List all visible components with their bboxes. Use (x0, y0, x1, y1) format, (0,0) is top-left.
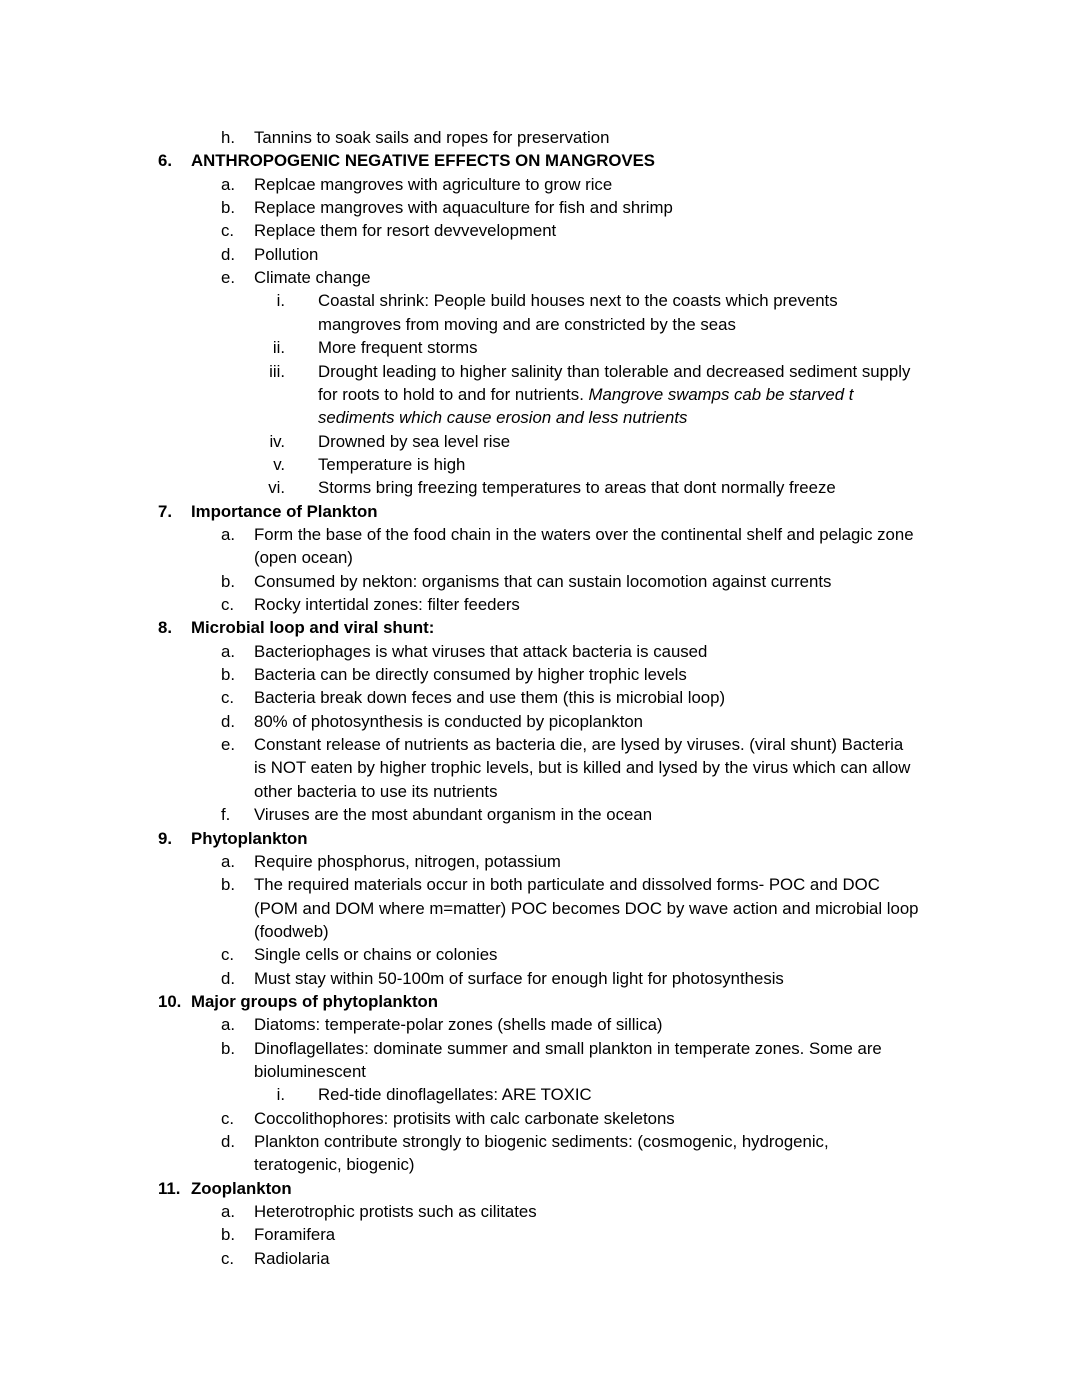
line-text: Single cells or chains or colonies (254, 945, 498, 965)
list-item-text (254, 640, 707, 663)
list-marker: b. (221, 571, 235, 591)
line-text: Form the base of the food chain in the waters over the continental shelf and pelagic zone (254, 524, 914, 544)
line-text: Drowned by sea level rise (318, 431, 511, 451)
line-text: ANTHROPOGENIC NEGATIVE EFFECTS ON MANGROVES (191, 151, 655, 171)
list-item-text (318, 289, 838, 312)
list-item-text (254, 756, 910, 779)
list-marker: c. (221, 1108, 235, 1128)
line-text: Constant release of nutrients as bacteria die, are lysed by viruses. (viral shunt) Bacteria (254, 735, 904, 755)
line-text: Coccolithophores: protisits with calc carbonate skeletons (254, 1108, 675, 1128)
list-item-text (254, 219, 556, 242)
line-text: bioluminescent (254, 1062, 366, 1081)
list-item-text (254, 243, 318, 266)
italic-text: Mangrove swamps cab be starved t (588, 384, 854, 404)
list-item-text (254, 850, 561, 873)
list-item-text (254, 733, 903, 756)
list-item-text (318, 406, 687, 429)
line-text: (foodweb) (254, 921, 329, 941)
list-marker: 9. (158, 828, 172, 848)
line-text: Must stay within 50-100m of surface for enough light for photosynthesis (254, 968, 784, 988)
list-marker: d. (221, 1132, 235, 1152)
list-item-text (254, 1247, 330, 1270)
line-text: Heterotrophic protists such as cilitates (254, 1202, 537, 1222)
list-marker: a. (221, 1015, 235, 1035)
list-marker: i. (276, 1085, 285, 1105)
list-item-text (254, 126, 609, 149)
line-text: mangroves from moving and are constricted by the seas (318, 314, 736, 334)
list-item-text (254, 803, 652, 826)
list-item-text (254, 523, 914, 546)
line-text: Replace them for resort devvevelopment (254, 221, 557, 241)
list-item-text (254, 1107, 675, 1130)
line-text: Major groups of phytoplankton (191, 991, 439, 1011)
line-text: Temperature is high (318, 454, 466, 474)
list-marker: 11. (158, 1178, 181, 1198)
list-item-text (254, 1130, 829, 1153)
line-text: is NOT eaten by higher trophic levels, but is killed and lysed by the virus which can allow (254, 758, 911, 778)
list-marker: iii. (269, 361, 285, 381)
line-text: Red-tide dinoflagellates: ARE TOXIC (318, 1085, 592, 1105)
list-marker: b. (221, 875, 235, 895)
list-marker: d. (221, 711, 235, 731)
line-text: More frequent storms (318, 338, 478, 358)
list-marker: a. (221, 174, 235, 194)
list-marker: c. (221, 945, 235, 965)
line-text: for roots to hold to and for nutrients. (318, 384, 589, 404)
list-marker: 7. (158, 501, 172, 521)
section-heading (191, 149, 655, 172)
section-heading (191, 1177, 292, 1200)
list-marker: 10. (158, 991, 182, 1011)
line-text: Require phosphorus, nitrogen, potassium (254, 851, 561, 871)
list-item-text (254, 593, 520, 616)
list-marker: h. (221, 128, 235, 147)
line-text: teratogenic, biogenic) (254, 1155, 415, 1175)
list-marker: b. (221, 665, 235, 685)
list-item-text (254, 1037, 882, 1060)
list-item-text (318, 336, 477, 359)
list-item-text (254, 1200, 537, 1223)
list-marker: d. (221, 968, 235, 988)
line-text: Zooplankton (191, 1178, 292, 1198)
list-item-text (254, 710, 643, 733)
list-marker: c. (221, 688, 235, 708)
line-text: Microbial loop and viral shunt: (191, 618, 435, 638)
line-text: Dinoflagellates: dominate summer and small plankton in temperate zones. Some are (254, 1038, 882, 1058)
line-text: Replcae mangroves with agriculture to grow rice (254, 174, 613, 194)
line-text: Storms bring freezing temperatures to areas that dont normally freeze (318, 478, 836, 498)
list-item-text (318, 430, 510, 453)
list-item-text (254, 897, 919, 920)
list-marker: e. (221, 268, 235, 288)
list-item-text (254, 780, 497, 803)
list-marker: c. (221, 595, 235, 614)
section-heading (191, 827, 308, 850)
line-text: Drought leading to higher salinity than tolerable and decreased sediment supply (318, 361, 911, 381)
list-item-text (318, 383, 853, 406)
line-text: The required materials occur in both particulate and dissolved forms- POC and DOC (254, 875, 880, 895)
list-marker: v. (273, 454, 285, 474)
list-marker: ii. (272, 338, 285, 358)
line-text: Phytoplankton (191, 828, 308, 848)
list-item-text (254, 1060, 366, 1083)
list-marker: a. (221, 1202, 235, 1222)
line-text: Plankton contribute strongly to biogenic sediments: (cosmogenic, hydrogenic, (254, 1132, 829, 1152)
list-item-text (318, 1083, 592, 1106)
list-item-text (318, 453, 465, 476)
line-text: Tannins to soak sails and ropes for preservation (254, 128, 610, 147)
list-item-text (254, 686, 725, 709)
list-item-text (254, 196, 673, 219)
list-marker: iv. (269, 431, 285, 451)
list-item-text (254, 546, 353, 569)
section-heading (191, 500, 377, 523)
list-marker: b. (221, 198, 235, 218)
list-marker: b. (221, 1225, 235, 1245)
line-text: Rocky intertidal zones: filter feeders (254, 595, 520, 614)
section-heading (191, 616, 434, 639)
list-marker: d. (221, 244, 235, 264)
list-item-text (254, 1013, 663, 1036)
line-text: Bacteria can be directly consumed by higher trophic levels (254, 665, 687, 685)
line-text: (open ocean) (254, 548, 353, 568)
line-text: Consumed by nekton: organisms that can sustain locomotion against currents (254, 571, 832, 591)
list-marker: f. (221, 805, 231, 825)
list-item-text (254, 873, 880, 896)
list-item-text (254, 266, 371, 289)
line-text: 80% of photosynthesis is conducted by picoplankton (254, 711, 644, 731)
list-marker: a. (221, 851, 235, 871)
list-item-text (254, 920, 329, 943)
list-item-text (318, 313, 736, 336)
line-text: other bacteria to use its nutrients (254, 781, 498, 801)
italic-text: sediments which cause erosion and less nutrients (318, 408, 688, 428)
line-text: Viruses are the most abundant organism in the ocean (254, 805, 653, 825)
list-marker: 8. (158, 618, 172, 638)
list-marker: a. (221, 641, 235, 661)
line-text: Foramifera (254, 1225, 336, 1245)
list-marker: 6. (158, 151, 172, 171)
line-text: Radiolaria (254, 1248, 330, 1268)
list-marker: a. (221, 524, 235, 544)
list-marker: e. (221, 735, 235, 755)
line-text: Coastal shrink: People build houses next to the coasts which prevents (318, 291, 838, 311)
line-text: Bacteria break down feces and use them (this is microbial loop) (254, 688, 726, 708)
list-marker: c. (221, 221, 235, 241)
list-item-text (254, 173, 612, 196)
line-text: Bacteriophages is what viruses that attack bacteria is caused (254, 641, 708, 661)
list-item-text (254, 1223, 335, 1246)
list-item-text (254, 1153, 414, 1176)
line-text: Climate change (254, 268, 371, 288)
line-text: (POM and DOM where m=matter) POC becomes DOC by wave action and microbial loop (254, 898, 919, 918)
line-text: Pollution (254, 244, 319, 264)
list-item-text (318, 360, 910, 383)
section-heading (191, 990, 438, 1013)
list-item-text (254, 943, 497, 966)
list-item-text (254, 967, 784, 990)
line-text: Replace mangroves with aquaculture for fish and shrimp (254, 198, 673, 218)
list-item-text (254, 663, 687, 686)
list-marker: vi. (268, 478, 285, 498)
list-item-text (254, 570, 831, 593)
list-marker: i. (276, 291, 285, 311)
list-marker: b. (221, 1038, 235, 1058)
list-marker: c. (221, 1248, 235, 1268)
list-item-text (318, 476, 836, 499)
line-text: Importance of Plankton (191, 501, 378, 521)
line-text: Diatoms: temperate-polar zones (shells made of sillica) (254, 1015, 663, 1035)
